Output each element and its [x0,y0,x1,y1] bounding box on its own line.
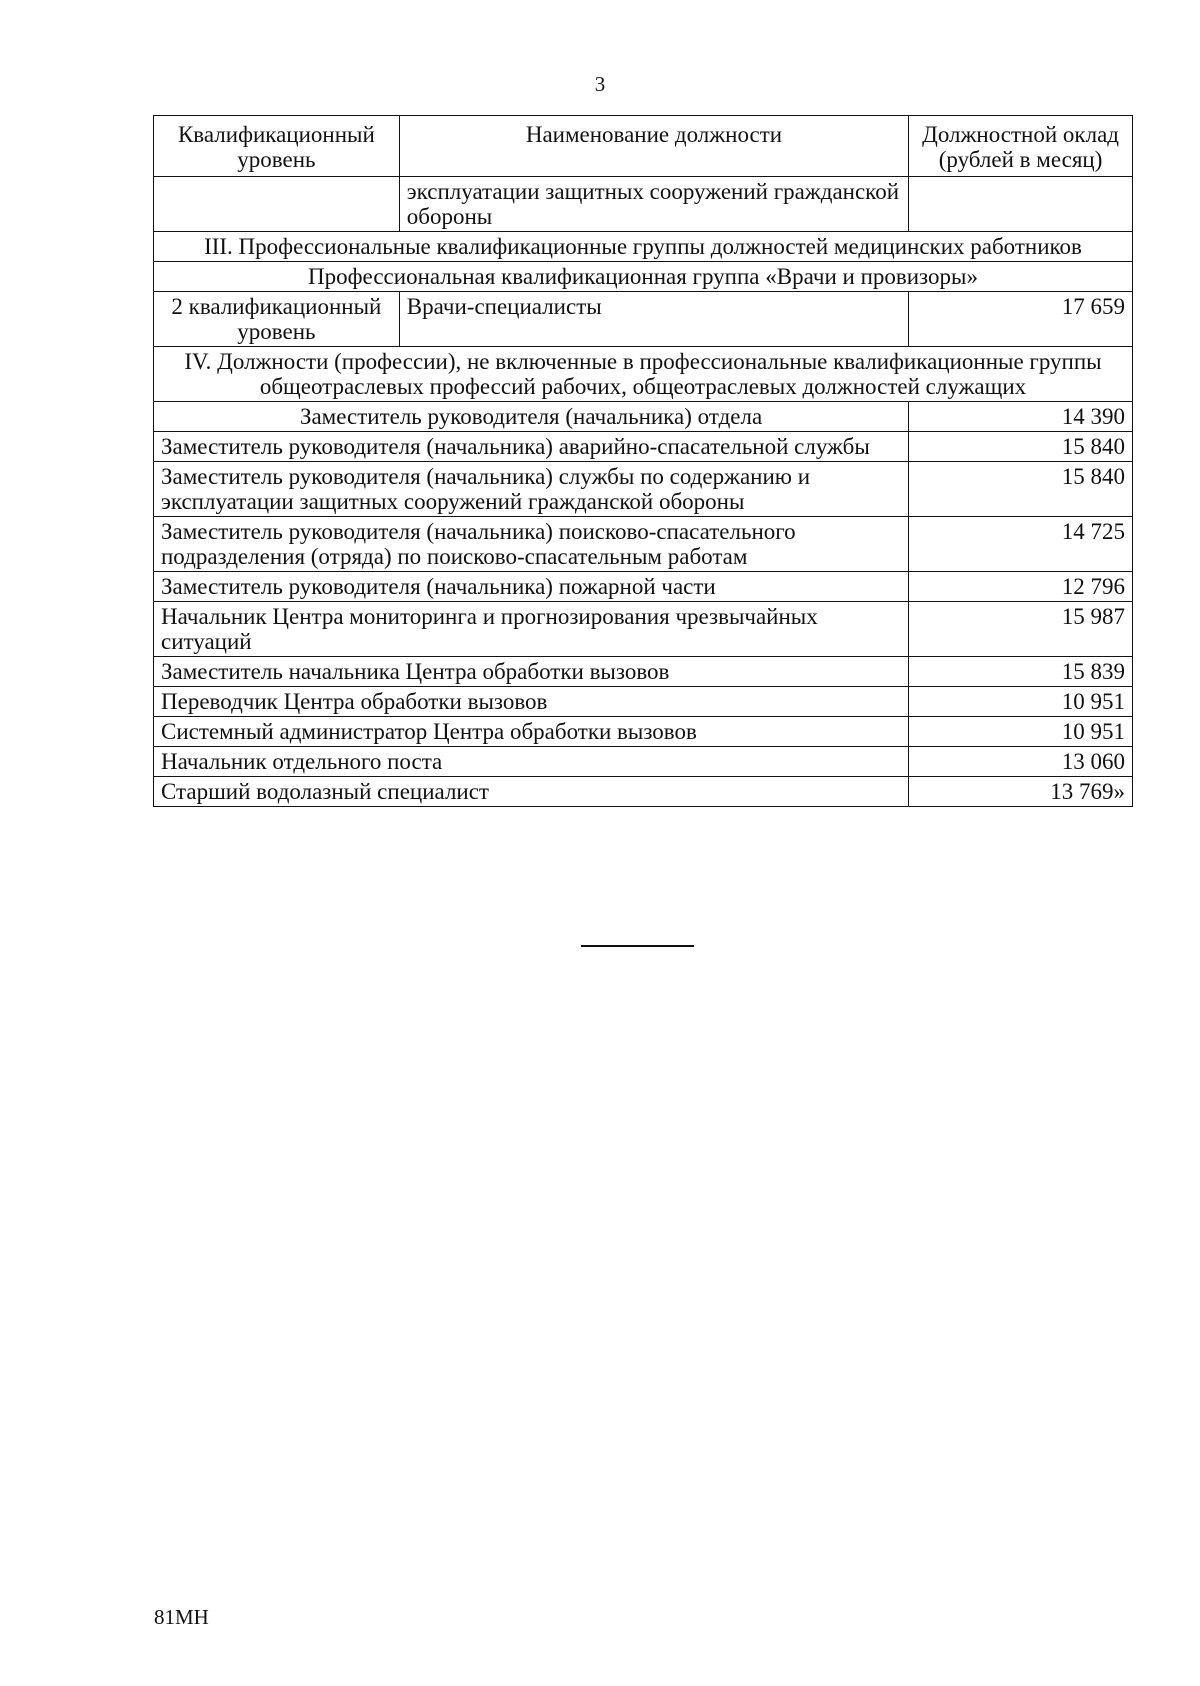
page-number: 3 [594,72,606,96]
row-position: Заместитель руководителя (начальника) пожарной части [154,572,909,602]
row-position: Заместитель руководителя (начальника) службы по содержанию и эксплуатации защитных сооружений гражданской обороны [154,462,909,517]
section-4-title: IV. Должности (профессии), не включенные в профессиональные квалификационные группы общеотраслевых профессий рабочих, общеотраслевых должностей служащих [154,347,1133,402]
header-level: Квалификационный уровень [154,116,400,177]
row-position: Начальник Центра мониторинга и прогнозирования чрезвычайных ситуаций [154,602,909,657]
footer-code: 81МН [154,1605,209,1629]
continuation-level-cell [154,177,400,232]
header-salary: Должностной оклад (рублей в месяц) [909,116,1133,177]
table-row [154,602,1133,657]
table-row [154,657,1133,687]
table-header-row [154,116,1133,177]
table-row [154,747,1133,777]
section-3-title: III. Профессиональные квалификационные группы должностей медицинских работников [154,232,1133,262]
row-salary: 13 769» [909,777,1133,807]
table-row [154,402,1133,432]
table-row [154,687,1133,717]
section-3-group-row [154,262,1133,292]
row-salary: 13 060 [909,747,1133,777]
row-position: Заместитель начальника Центра обработки вызовов [154,657,909,687]
row-position: Переводчик Центра обработки вызовов [154,687,909,717]
row-salary: 12 796 [909,572,1133,602]
row-position: Заместитель руководителя (начальника) поисково-спасательного подразделения (отряда) по поисково-спасательным работам [154,517,909,572]
row-salary: 17 659 [909,292,1133,347]
row-salary: 14 725 [909,517,1133,572]
row-salary: 10 951 [909,717,1133,747]
row-position: Старший водолазный специалист [154,777,909,807]
row-position: Системный администратор Центра обработки вызовов [154,717,909,747]
table-row [154,292,1133,347]
row-salary: 10 951 [909,687,1133,717]
header-position: Наименование должности [399,116,908,177]
row-position: Врачи-специалисты [399,292,908,347]
row-position: Заместитель руководителя (начальника) отдела [154,402,909,432]
row-salary: 15 987 [909,602,1133,657]
row-salary: 15 840 [909,432,1133,462]
section-3-title-row [154,232,1133,262]
table-row [154,572,1133,602]
continuation-position: эксплуатации защитных сооружений гражданской обороны [399,177,908,232]
salary-table [153,115,1133,807]
table-row [154,777,1133,807]
end-divider [581,945,694,947]
section-4-title-row [154,347,1133,402]
row-salary: 14 390 [909,402,1133,432]
row-position: Заместитель руководителя (начальника) аварийно-спасательной службы [154,432,909,462]
table-row [154,717,1133,747]
continuation-salary-cell [909,177,1133,232]
row-position: Начальник отдельного поста [154,747,909,777]
table-row [154,462,1133,517]
continuation-row [154,177,1133,232]
row-salary: 15 839 [909,657,1133,687]
table-row [154,432,1133,462]
table-row [154,517,1133,572]
row-level: 2 квалификационный уровень [154,292,400,347]
section-3-group-title: Профессиональная квалификационная группа «Врачи и провизоры» [154,262,1133,292]
row-salary: 15 840 [909,462,1133,517]
